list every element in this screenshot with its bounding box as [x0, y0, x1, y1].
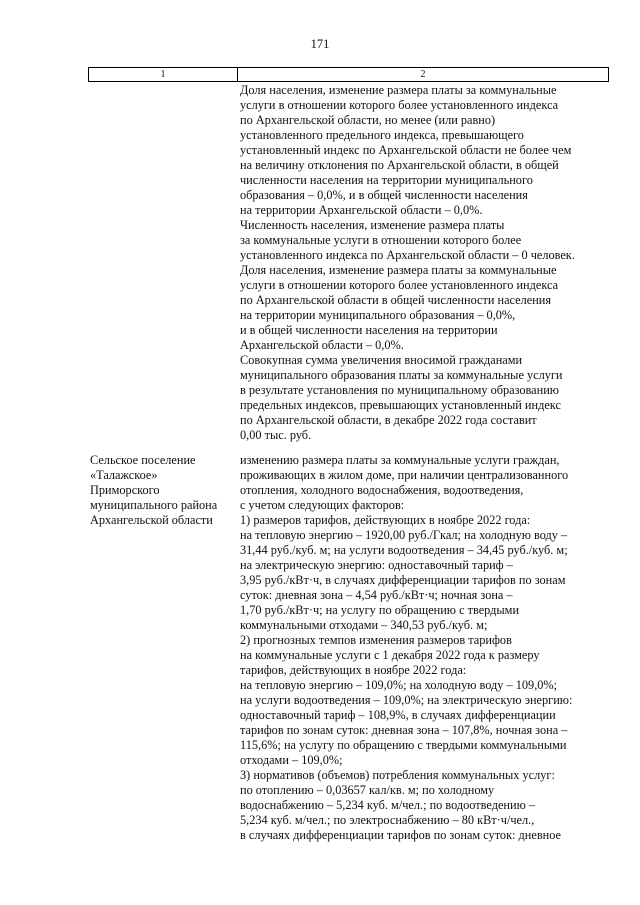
text-line: по Архангельской области, но менее (или равно)	[240, 113, 496, 127]
text-line: тарифов по зонам суток: дневная зона – 107,8%, ночная зона –	[240, 723, 568, 737]
text-line: услуги в отношении которого более установленного индекса	[240, 278, 559, 292]
text-line: Приморского	[90, 483, 160, 497]
text-line: образования – 0,0%, и в общей численности населения	[240, 188, 528, 202]
text-line: изменению размера платы за коммунальные услуги граждан,	[240, 453, 560, 467]
text-line: муниципального образования платы за коммунальные услуги	[240, 368, 563, 382]
text-line: по Архангельской области в общей численности населения	[240, 293, 552, 307]
table-header-row	[88, 67, 609, 82]
text-line: 3,95 руб./кВт·ч, в случаях дифференциации тарифов по зонам	[240, 573, 566, 587]
text-line: отходами – 109,0%;	[240, 753, 343, 767]
municipality-name	[90, 453, 236, 528]
text-line: 31,44 руб./куб. м; на услуги водоотведения – 34,45 руб./куб. м;	[240, 543, 568, 557]
text-line: 1,70 руб./кВт·ч; на услугу по обращению с твердыми	[240, 603, 520, 617]
text-line: на тепловую энергию – 1920,00 руб./Гкал; на холодную воду –	[240, 528, 568, 542]
column-number-1: 1	[89, 68, 238, 81]
text-line: одноставочный тариф – 108,9%, в случаях дифференциации	[240, 708, 556, 722]
text-line: 2) прогнозных темпов изменения размеров тарифов	[240, 633, 512, 647]
text-line: тарифов, действующих в ноябре 2022 года:	[240, 663, 467, 677]
text-line: Доля населения, изменение размера платы за коммунальные	[240, 83, 557, 97]
page-number: 171	[310, 37, 330, 51]
text-line: на величину отклонения по Архангельской области, в общей	[240, 158, 559, 172]
text-line: проживающих в жилом доме, при наличии централизованного	[240, 468, 569, 482]
text-line: по отоплению – 0,03657 кал/кв. м; по холодному	[240, 783, 495, 797]
text-line: 0,00 тыс. руб.	[240, 428, 312, 442]
text-line: установленный индекс по Архангельской области не более чем	[240, 143, 572, 157]
text-line: муниципального района	[90, 498, 218, 512]
text-line: за коммунальные услуги в отношении которого более	[240, 233, 522, 247]
text-line: 115,6%; на услугу по обращению с твердыми коммунальными	[240, 738, 567, 752]
text-line: и в общей численности населения на территории	[240, 323, 498, 337]
text-line: установленного индекса по Архангельской области – 0 человек.	[240, 248, 575, 262]
text-line: 1) размеров тарифов, действующих в ноябре 2022 года:	[240, 513, 531, 527]
text-line: Архангельской области – 0,0%.	[240, 338, 404, 352]
indicators-text-block	[240, 83, 616, 443]
column-number-2: 2	[420, 69, 426, 80]
text-line: Сельское поселение	[90, 453, 196, 467]
tariff-factors-text-block	[240, 453, 616, 843]
text-line: на территории муниципального образования – 0,0%,	[240, 308, 516, 322]
text-line: 5,234 куб. м/чел.; по электроснабжению – 80 кВт·ч/чел.,	[240, 813, 535, 827]
text-line: в результате установления по муниципальному образованию	[240, 383, 559, 397]
text-line: на электрическую энергию: одноставочный тариф –	[240, 558, 513, 572]
text-line: Совокупная сумма увеличения вносимой гражданами	[240, 353, 523, 367]
text-line: на тепловую энергию – 109,0%; на холодную воду – 109,0%;	[240, 678, 558, 692]
text-line: коммунальными отходами – 340,53 руб./куб. м;	[240, 618, 488, 632]
text-line: услуги в отношении которого более установленного индекса	[240, 98, 559, 112]
text-line: 3) нормативов (объемов) потребления коммунальных услуг:	[240, 768, 555, 782]
text-line: Численность населения, изменение размера платы	[240, 218, 505, 232]
text-line: предельных индексов, превышающих установленный индекс	[240, 398, 561, 412]
text-line: Доля населения, изменение размера платы за коммунальные	[240, 263, 557, 277]
text-line: на услуги водоотведения – 109,0%; на электрическую энергию:	[240, 693, 573, 707]
text-line: по Архангельской области, в декабре 2022 года составит	[240, 413, 537, 427]
text-line: установленного предельного индекса, превышающего	[240, 128, 524, 142]
text-line: на коммунальные услуги с 1 декабря 2022 года к размеру	[240, 648, 540, 662]
text-line: водоснабжению – 5,234 куб. м/чел.; по водоотведению –	[240, 798, 535, 812]
text-line: с учетом следующих факторов:	[240, 498, 405, 512]
text-line: на территории Архангельской области – 0,0%.	[240, 203, 483, 217]
text-line: суток: дневная зона – 4,54 руб./кВт·ч; ночная зона –	[240, 588, 513, 602]
text-line: «Талажское»	[90, 468, 158, 482]
text-line: численности населения на территории муниципального	[240, 173, 533, 187]
text-line: отопления, холодного водоснабжения, водоотведения,	[240, 483, 524, 497]
text-line: Архангельской области	[90, 513, 213, 527]
text-line: в случаях дифференциации тарифов по зонам суток: дневное	[240, 828, 561, 842]
